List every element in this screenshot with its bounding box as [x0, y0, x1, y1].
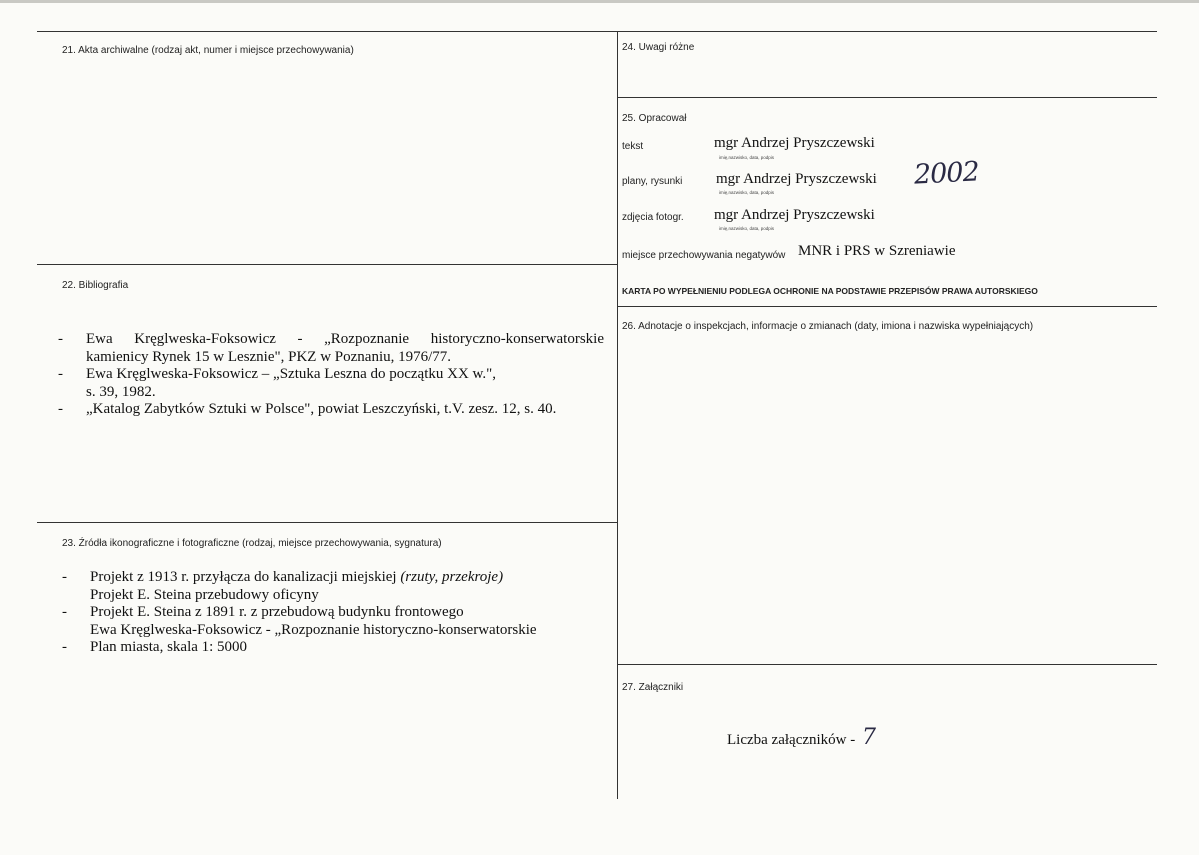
scan-edge — [0, 0, 1199, 3]
iconography-item — [62, 604, 537, 622]
rule-26-27 — [617, 664, 1157, 665]
bibliography-list — [58, 331, 606, 419]
section-27-label: 27. Załączniki — [622, 682, 684, 693]
iconography-text: Plan miasta, skala 1: 5000 — [90, 639, 248, 655]
section-21-label: 21. Akta archiwalne (rodzaj akt, numer i miejsce przechowywania) — [62, 45, 354, 56]
bibliography-item — [58, 331, 606, 366]
iconography-text: Projekt E. Steina przebudowy oficyny — [90, 586, 319, 603]
iconography-item — [90, 587, 537, 605]
author-field-label: zdjęcia fotogr. — [622, 212, 684, 223]
bibliography-item — [58, 401, 606, 419]
iconography-item — [62, 569, 537, 587]
rule-21-22 — [37, 264, 617, 265]
column-divider — [617, 31, 618, 799]
rule-25-26 — [617, 306, 1157, 307]
bibliography-line: Ewa Kręglweska-Foksowicz – „Sztuka Leszna do początku XX w.", — [86, 366, 497, 382]
list-dash: - — [58, 331, 63, 347]
author-hint: imię,nazwisko, data, podpis — [719, 190, 775, 195]
list-dash: - — [62, 569, 67, 585]
section-24-label: 24. Uwagi różne — [622, 42, 695, 53]
iconography-text: Ewa Kręglweska-Foksowicz - „Rozpoznanie historyczno-konserwatorskie — [90, 621, 537, 638]
list-dash: - — [58, 401, 63, 417]
section-22-label: 22. Bibliografia — [62, 280, 129, 291]
author-name: mgr Andrzej Pryszczewski — [716, 171, 877, 187]
bibliography-line: s. 39, 1982. — [86, 383, 156, 400]
author-name: mgr Andrzej Pryszczewski — [714, 207, 875, 223]
negatives-location: MNR i PRS w Szreniawie — [798, 243, 956, 259]
section-23-label: 23. Źródła ikonograficzne i fotograficzne (rodzaj, miejsce przechowywania, sygnatura) — [62, 538, 442, 549]
author-name: mgr Andrzej Pryszczewski — [714, 135, 875, 151]
rule-22-23 — [37, 522, 617, 523]
iconography-list — [62, 569, 537, 657]
copyright-notice: KARTA PO WYPEŁNIENIU PODLEGA OCHRONIE NA PODSTAWIE PRZEPISÓW PRAWA AUTORSKIEGO — [622, 286, 1038, 296]
top-rule — [37, 31, 1157, 32]
bibliography-line: „Katalog Zabytków Sztuki w Polsce", powiat Leszczyński, t.V. zesz. 12, s. 40. — [86, 401, 557, 417]
iconography-text: Projekt E. Steina z 1891 r. z przebudową budynku frontowego — [90, 604, 464, 620]
iconography-item — [90, 622, 537, 640]
bibliography-line: Ewa Kręglweska-Foksowicz - „Rozpoznanie historyczno-konserwatorskie — [86, 331, 604, 347]
author-hint: imię,nazwisko, data, podpis — [719, 155, 775, 160]
handwritten-year: 2002 — [913, 156, 980, 191]
attachments-count: 7 — [862, 725, 876, 750]
list-dash: - — [62, 639, 67, 655]
bibliography-item — [58, 366, 606, 401]
section-25-label: 25. Opracował — [622, 113, 687, 124]
list-dash: - — [62, 604, 67, 620]
negatives-label: miejsce przechowywania negatywów — [622, 250, 786, 261]
iconography-item — [62, 639, 537, 657]
iconography-italic-note: (rzuty, przekroje) — [400, 569, 504, 585]
author-field-label: tekst — [622, 141, 644, 152]
author-field-label: plany, rysunki — [622, 176, 683, 187]
section-26-label: 26. Adnotacje o inspekcjach, informacje o zmianach (daty, imiona i nazwiska wypełniających) — [622, 321, 1034, 332]
bibliography-line: kamienicy Rynek 15 w Lesznie", PKZ w Poznaniu, 1976/77. — [86, 348, 452, 365]
rule-24-25 — [617, 97, 1157, 98]
author-hint: imię,nazwisko, data, podpis — [719, 226, 775, 231]
iconography-text: Projekt z 1913 r. przyłącza do kanalizacji miejskiej — [90, 569, 397, 585]
attachments-count-label: Liczba załączników - — [727, 732, 856, 748]
list-dash: - — [58, 366, 63, 382]
